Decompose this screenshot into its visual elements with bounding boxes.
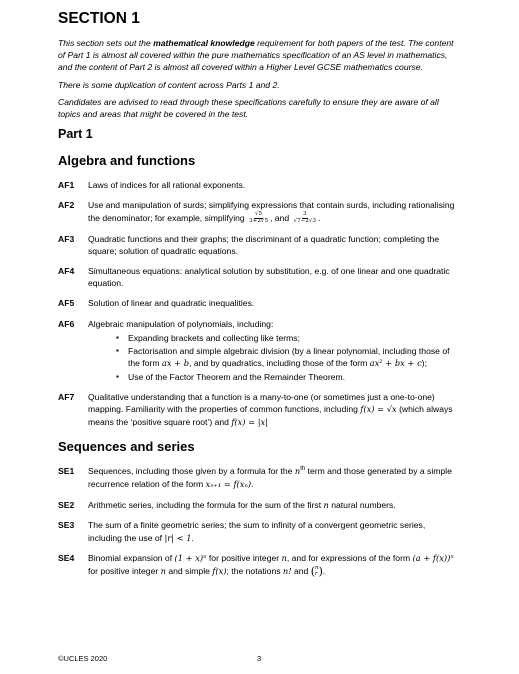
part-title: Part 1 [58, 127, 93, 142]
item-text: Use and manipulation of surds; simplifying expressions that contain surds, including rationalising the denominator; for example, simplifying $\frac{√5}{3+2√5}$ , and $\frac{3}{√7-2√3}$ . [88, 200, 455, 224]
spec-item-af7 [58, 391, 460, 429]
item-code: AF4 [58, 266, 75, 277]
item-text: Solution of linear and quadratic inequalities. [88, 298, 255, 309]
copyright: ©UCLES 2020 [58, 654, 108, 663]
item-text: The sum of a finite geometric series; the sum to infinity of a convergent geometric series, including the use of |r| < 1. [88, 520, 426, 543]
item-code: AF7 [58, 392, 75, 403]
spec-item-se3 [58, 519, 460, 544]
page-number: 3 [257, 654, 262, 663]
item-text: Quadratic functions and their graphs; the discriminant of a quadratic function; completing the square; solution of quadratic equations. [88, 233, 440, 256]
item-code: SE3 [58, 520, 75, 531]
surd-fraction-2: $\frac{3}{√7-2√3}$ [293, 210, 317, 224]
spec-item-se4 [58, 552, 460, 578]
item-code: SE4 [58, 553, 75, 564]
item-code: AF3 [58, 233, 75, 244]
topic-heading-algebra: Algebra and functions [58, 153, 196, 169]
spec-item-af4 [58, 265, 460, 289]
intro-paragraph-3: Candidates are advised to read through these specifications carefully to ensure they are aware of all topics and areas that might be covered in the test. [58, 97, 439, 120]
list-item: ▪ Use of the Factor Theorem and the Remainder Theorem. [116, 371, 460, 383]
spec-item-af5 [58, 297, 460, 309]
spec-item-se2 [58, 499, 460, 512]
item-code: AF6 [58, 318, 75, 329]
item-text: Qualitative understanding that a function is a many-to-one (or sometimes just a one-to-one) mapping. Familiarity with the properties of common functions, including f(x) = √x (which always means the ‘positive square root’) and f(x) = |x| [88, 392, 453, 428]
binomial-coefficient: ( n r ) [310, 565, 323, 579]
spec-item-af2 [58, 199, 460, 224]
item-text: Sequences, including those given by a formula for the $n^{th}$ term and those generated by a simple recurrence relation of the form xₙ₊₁ = f(xₙ). [88, 466, 452, 489]
item-text: Algebraic manipulation of polynomials, including: [88, 318, 274, 329]
intro-paragraph-2: There is some duplication of content across Parts 1 and 2. [58, 79, 280, 90]
list-item: ▪ Factorisation and simple algebraic division (by a linear polynomial, including those of the form ax + b, and by quadratics, including those of the form ax² + bx + c); [116, 345, 460, 370]
item-text: Arithmetic series, including the formula for the sum of the first n natural numbers. [88, 499, 396, 510]
list-item: ▪ Expanding brackets and collecting like terms; [116, 332, 460, 344]
spec-item-se1 [58, 465, 460, 491]
intro [58, 38, 460, 121]
item-code: SE2 [58, 499, 75, 510]
item-text: Laws of indices for all rational exponents. [88, 180, 246, 191]
page-footer [58, 654, 460, 663]
af6-bullet-list [116, 332, 460, 383]
spec-item-af3 [58, 233, 460, 257]
surd-fraction-1: $\frac{√5}{3+2√5}$ [249, 210, 269, 224]
item-text: Simultaneous equations: analytical solution by substitution, e.g. of one linear and one quadratic equation. [88, 266, 450, 289]
item-code: AF2 [58, 200, 75, 211]
section-title: SECTION 1 [58, 10, 140, 27]
item-code: AF1 [58, 180, 75, 191]
document-page [58, 10, 460, 586]
item-code: SE1 [58, 466, 75, 477]
spec-item-af6 [58, 318, 460, 330]
intro-paragraph-1: This section sets out the mathematical knowledge requirement for both papers of the test. The content of Part 1 is almost all covered within the pure mathematics specification of an AS level in mathematics, and the content of Part 2 is almost all covered within a Higher Level GCSE mathematics course. [58, 38, 454, 72]
item-text: Binomial expansion of (1 + x)ⁿ for positive integer n, and for expressions of the form (a + f(x))ⁿ for positive integer n and simple f(x); the notations n! and ( n r ) . [88, 553, 454, 579]
spec-item-af1 [58, 179, 460, 191]
item-code: AF5 [58, 298, 75, 309]
topic-heading-sequences: Sequences and series [58, 439, 195, 455]
